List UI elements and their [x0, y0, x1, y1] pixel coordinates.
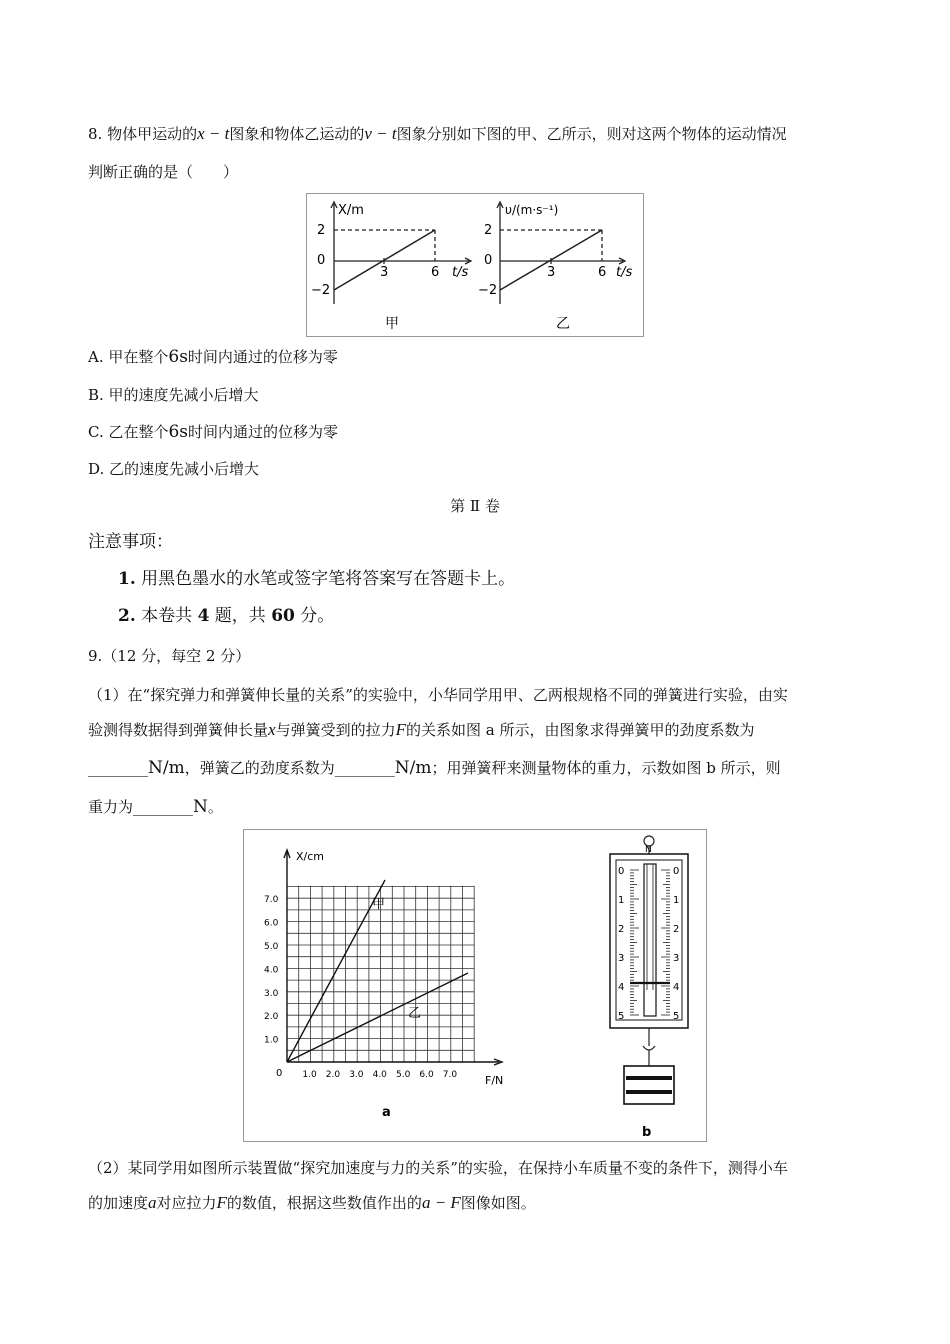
left-tick-6: 6 — [431, 265, 440, 280]
caption-b: b — [642, 1125, 652, 1140]
left-xlabel: t/s — [452, 265, 469, 280]
graph-a-xtick: 6.0 — [419, 1070, 434, 1080]
scale-num-left: 2 — [618, 924, 625, 935]
graph-a-xtick: 1.0 — [302, 1070, 317, 1080]
right-tick-3: 3 — [547, 265, 556, 280]
graph-a-axes — [284, 850, 502, 1065]
caption-a: a — [382, 1105, 391, 1120]
left-tick-2: 2 — [317, 223, 326, 238]
graph-a-xtick: 2.0 — [325, 1070, 341, 1080]
scale-num-right: 0 — [673, 866, 680, 877]
q9-p6: 的加速度a对应拉力F的数值，根据这些数值作出的a − F图像如图。 — [88, 1193, 536, 1212]
scale-num-right: 4 — [673, 982, 680, 993]
scale-n-label: N — [645, 845, 652, 855]
graph-a-xtick: 7.0 — [442, 1070, 458, 1080]
right-tick-2: 2 — [484, 223, 493, 238]
right-tick-6: 6 — [598, 265, 607, 280]
graph-a-xlabel: F/N — [485, 1074, 504, 1087]
section-title: 第 Ⅱ 卷 — [450, 497, 500, 515]
scale-num-right: 2 — [673, 924, 680, 935]
q9-p3: ________N/m，弹簧乙的劲度系数为________N/m；用弹簧秤来测量物体的重力，示数如图 b 所示，则 — [88, 758, 781, 778]
graph-a-xtick: 4.0 — [372, 1070, 387, 1080]
spring-jia-line — [287, 880, 385, 1062]
q9-p2: 验测得数据得到弹簧伸长量x与弹簧受到的拉力F的关系如图 a 所示，由图象求得弹簧甲的劲度系数为 — [88, 720, 755, 739]
scale-num-right: 1 — [673, 895, 680, 906]
q8-graphs — [307, 194, 643, 336]
q8-option-a: A. 甲在整个6s时间内通过的位移为零 — [88, 347, 338, 367]
right-xlabel: t/s — [616, 265, 633, 280]
graph-a-ylabel: X/cm — [296, 850, 325, 863]
graph-a-ytick: 7.0 — [264, 895, 279, 906]
graph-yi — [497, 202, 625, 304]
graph-a-ytick: 4.0 — [264, 965, 279, 976]
q8-option-d: D. 乙的速度先减小后增大 — [88, 460, 260, 478]
scale-num-left: 3 — [618, 953, 625, 964]
q8-option-c: C. 乙在整个6s时间内通过的位移为零 — [88, 422, 339, 442]
graph-a-grid — [287, 886, 474, 1062]
scale-num-left: 0 — [618, 866, 625, 877]
q9-heading: 9.（12 分，每空 2 分） — [88, 647, 251, 665]
label-yi: 乙 — [408, 1006, 422, 1021]
graph-a-ytick: 1.0 — [264, 1035, 279, 1046]
scale-num-left: 5 — [618, 1011, 625, 1022]
graph-a-xtick: 3.0 — [349, 1070, 364, 1080]
weight-block — [624, 1066, 674, 1104]
graph-a-ytick: 2.0 — [264, 1012, 279, 1023]
q8-stem-line2: 判断正确的是（ ） — [88, 163, 239, 181]
graph-a-origin: 0 — [276, 1068, 283, 1079]
notice-heading: 注意事项： — [88, 532, 173, 552]
spring-yi-line — [287, 973, 468, 1062]
q9-figure-svg — [244, 830, 706, 1141]
graph-a-ytick: 6.0 — [264, 918, 279, 929]
right-tick-m2: −2 — [478, 283, 498, 298]
label-jia: 甲 — [372, 897, 386, 912]
q9-p4: 重力为________N。 — [88, 797, 223, 817]
notice-item-1: 1. 用黑色墨水的水笔或签字笔将答案写在答题卡上。 — [118, 569, 516, 589]
left-ylabel: X/m — [338, 203, 364, 218]
scale-num-right: 5 — [673, 1011, 680, 1022]
scale-num-left: 4 — [618, 982, 625, 993]
q8-figure — [306, 193, 644, 337]
left-tick-3: 3 — [380, 265, 389, 280]
scale-num-right: 3 — [673, 953, 680, 964]
graph-a-ytick: 5.0 — [264, 942, 279, 952]
caption-jia: 甲 — [385, 316, 399, 332]
right-tick-0: 0 — [484, 253, 493, 268]
q8-option-b: B. 甲的速度先减小后增大 — [88, 386, 259, 404]
graph-a-ytick: 3.0 — [264, 988, 279, 999]
scale-num-left: 1 — [618, 895, 625, 906]
graph-a-xtick: 5.0 — [396, 1070, 411, 1080]
caption-yi: 乙 — [556, 316, 570, 332]
q9-figure — [243, 829, 707, 1142]
right-ylabel: υ/(m·s⁻¹) — [505, 203, 559, 217]
left-tick-m2: −2 — [311, 283, 331, 298]
notice-item-2: 2. 本卷共 4 题，共 60 分。 — [118, 606, 335, 626]
q8-stem-line1: 8. 物体甲运动的x − t图象和物体乙运动的v − t图象分别如下图的甲、乙所示，则对这两个物体的运动情况 — [88, 124, 787, 143]
q9-p5: （2）某同学用如图所示装置做“探究加速度与力的关系”的实验，在保持小车质量不变的条件下，测得小车 — [88, 1159, 788, 1177]
left-tick-0: 0 — [317, 253, 326, 268]
q9-p1: （1）在“探究弹力和弹簧伸长量的关系”的实验中，小华同学用甲、乙两根规格不同的弹簧进行实验，由实 — [88, 686, 788, 704]
